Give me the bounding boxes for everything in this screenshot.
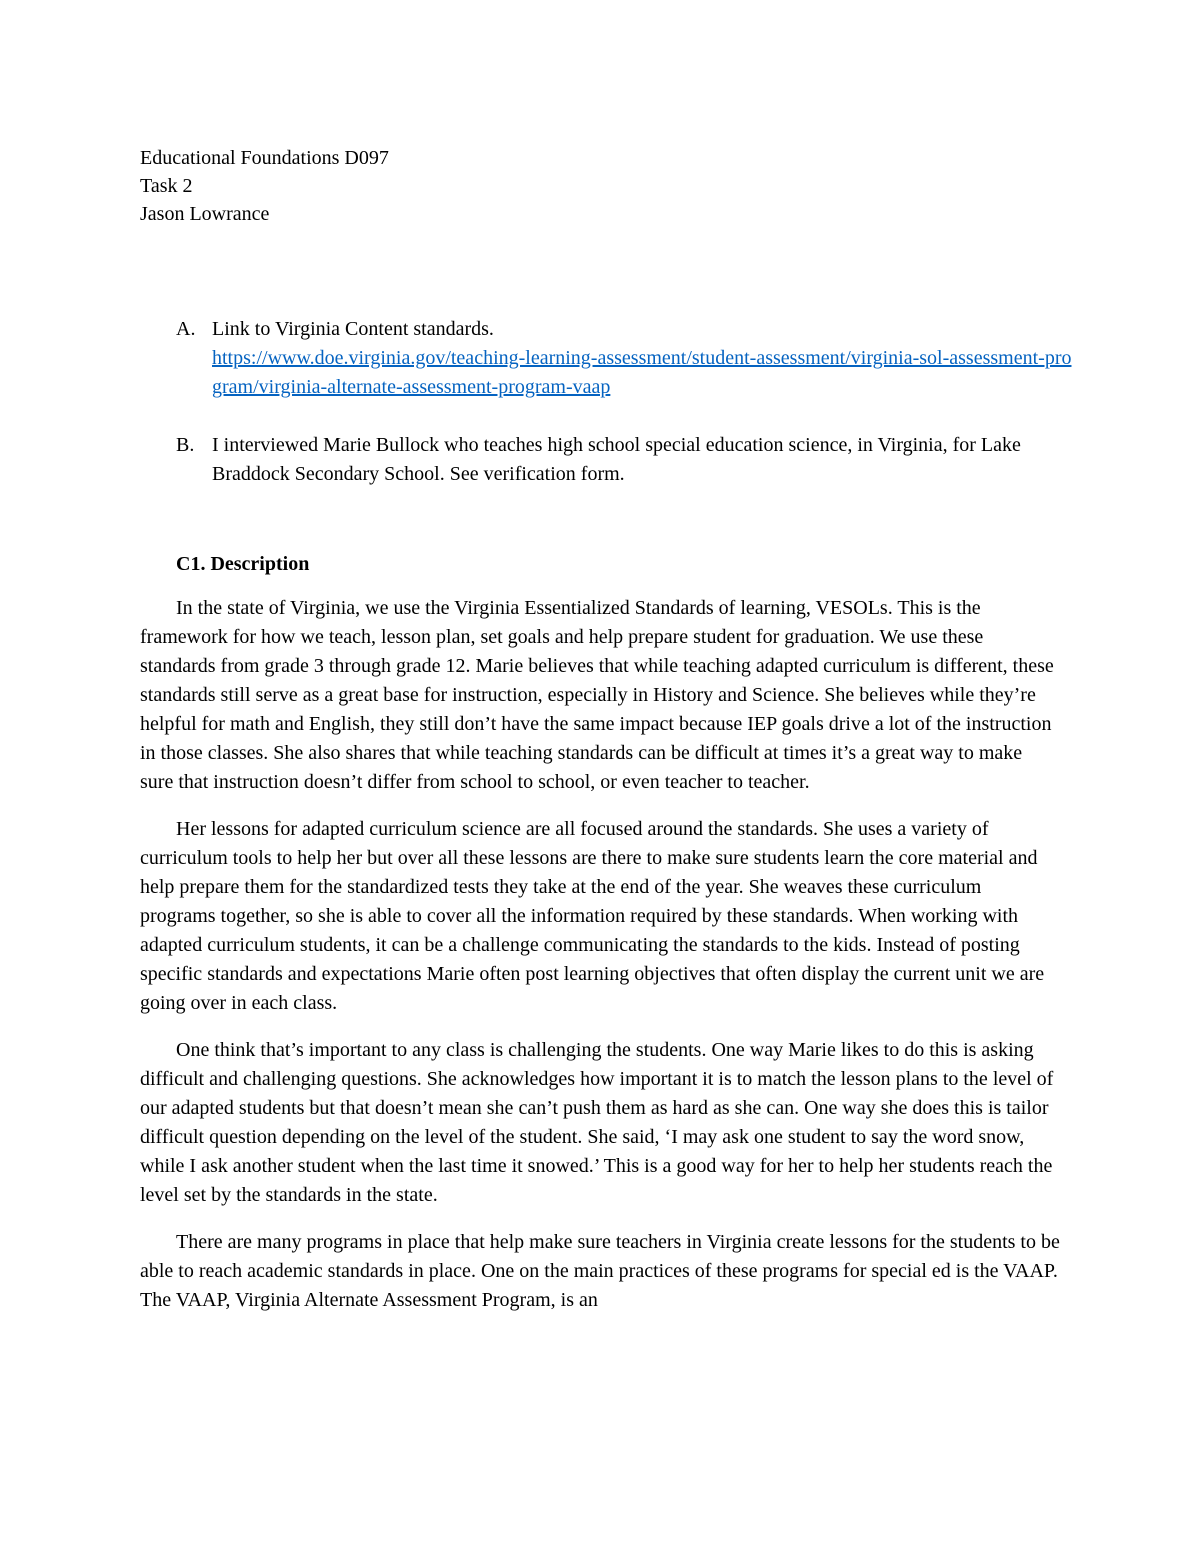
- section-body: [140, 594, 1060, 1333]
- list-marker: B.: [176, 434, 195, 456]
- list-item-body: [212, 431, 1076, 489]
- author-name: Jason Lowrance: [140, 203, 270, 225]
- paragraph: In the state of Virginia, we use the Virginia Essentialized Standards of learning, VESOLs. This is the framework for how we teach, lesson plan, set goals and help prepare student for graduation. We use these standards from grade 3 through grade 12. Marie believes that while teaching adapted curriculum is different, these standards still serve as a great base for instruction, especially in History and Science. She believes while they’re helpful for math and English, they still don’t have the same impact because IEP goals drive a lot of the instruction in those classes. She also shares that while teaching standards can be difficult at times it’s a great way to make sure that instruction doesn’t differ from school to school, or even teacher to teacher.: [140, 597, 1054, 793]
- paragraph: There are many programs in place that help make sure teachers in Virginia create lessons for the students to be able to reach academic standards in place. One on the main practices of these programs for special ed is the VAAP. The VAAP, Virginia Alternate Assessment Program, is an: [140, 1231, 1060, 1311]
- list-marker: A.: [176, 318, 196, 340]
- list-item-body: [212, 315, 1076, 402]
- standards-link[interactable]: https://www.doe.virginia.gov/teaching-learning-assessment/student-assessment/virginia-sol-assessment-program/virginia-alternate-assessment-program-vaap: [212, 347, 1072, 398]
- section-heading: C1. Description: [176, 553, 310, 575]
- task-label: Task 2: [140, 175, 193, 197]
- list-item-text: Link to Virginia Content standards.: [212, 318, 494, 340]
- course-title: Educational Foundations D097: [140, 147, 389, 169]
- paragraph: Her lessons for adapted curriculum science are all focused around the standards. She uses a variety of curriculum tools to help her but over all these lessons are there to make sure students learn the core material and help prepare them for the standardized tests they take at the end of the year. She weaves these curriculum programs together, so she is able to cover all the information required by these standards. When working with adapted curriculum students, it can be a challenge communicating the standards to the kids. Instead of posting specific standards and expectations Marie often post learning objectives that often display the current unit we are going over in each class.: [140, 818, 1045, 1014]
- paragraph: One think that’s important to any class is challenging the students. One way Marie likes to do this is asking difficult and challenging questions. She acknowledges how important it is to match the lesson plans to the level of our adapted students but that doesn’t mean she can’t push them as hard as she can. One way she does this is tailor difficult question depending on the level of the student. She said, ‘I may ask one student to say the word snow, while I ask another student when the last time it snowed.’ This is a good way for her to help her students reach the level set by the standards in the state.: [140, 1039, 1054, 1206]
- list-item-b: [176, 431, 1076, 489]
- lettered-list: [176, 315, 1076, 518]
- list-item-a: [176, 315, 1076, 402]
- document-header: [140, 144, 389, 228]
- list-item-text: I interviewed Marie Bullock who teaches high school special education science, in Virginia, for Lake Braddock Secondary School. See verification form.: [212, 434, 1021, 485]
